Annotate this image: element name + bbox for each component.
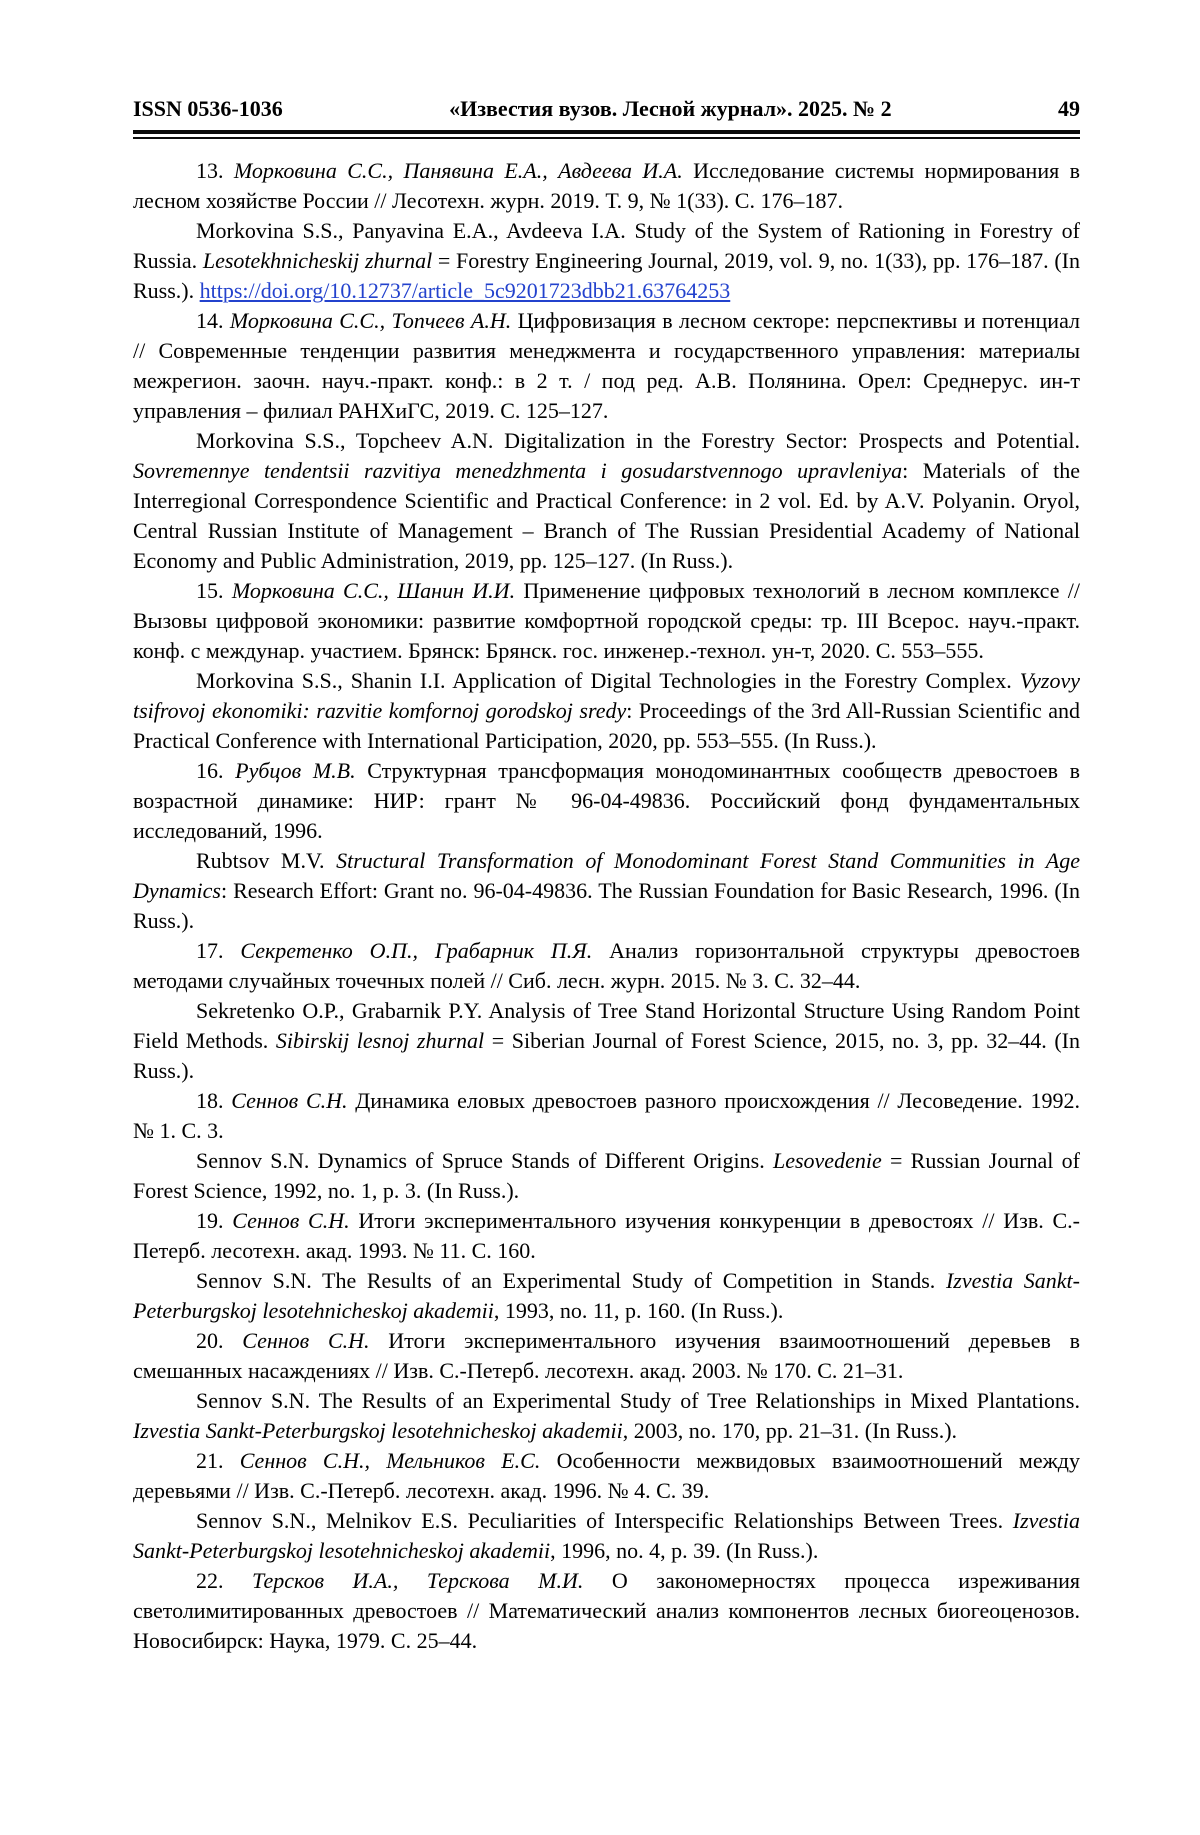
reference-segment: Итоги экспериментального изучения взаимоотношений деревьев в смешанных насаждениях // Изв. С.-Петерб. лесотехн. акад. 2003. № 170. С. 21–31. [133,1328,1081,1383]
reference-paragraph [133,1206,1080,1266]
reference-segment: Morkovina S.S., Shanin I.I. Application of Digital Technologies in the Forestry Complex. [196,668,1020,693]
journal-title: «Известия вузов. Лесной журнал». 2025. № 2 [449,96,892,121]
reference-paragraph [133,1326,1080,1386]
reference-segment: : Research Effort: Grant no. 96-04-49836. The Russian Foundation for Basic Research, 1996. (In Russ.). [133,878,1080,933]
reference-segment: 15. [196,578,232,603]
references-list [133,156,1080,1656]
reference-segment: Sennov S.N. Dynamics of Spruce Stands of Different Origins. [196,1148,773,1173]
reference-paragraph [133,1266,1080,1326]
reference-segment: 14. [196,308,230,333]
reference-segment: = Russian Journal of Forest Science, 1992, no. 1, p. 3. (In Russ.). [133,1148,1081,1203]
reference-segment: Исследование системы нормирования в лесном хозяйстве России // Лесотехн. журн. 2019. Т. 9, № 1(33). С. 176–187. [133,158,1080,213]
reference-paragraph [133,756,1080,846]
reference-segment: 22. [196,1568,253,1593]
reference-paragraph [133,576,1080,666]
page-content [133,96,1080,1656]
reference-paragraph [133,426,1080,576]
reference-segment-italic: Секретенко О.П., Грабарник П.Я. [240,938,610,963]
reference-segment: Цифровизация в лесном секторе: перспективы и потенциал // Современные тенденции развития менеджмента и государственного управления: материалы межрегион. заочн. науч.-практ. конф.: в 2 т. / под ред. А.В. Полянина. Орел: Среднерус. ин-т управления – филиал РАНХиГС, 2019. С. 125–127. [133,308,1081,423]
reference-paragraph [133,1566,1080,1656]
reference-paragraph [133,846,1080,936]
reference-segment-italic: Морковина С.С., Шанин И.И. [231,578,524,603]
reference-segment-italic: Рубцов М.В. [235,758,368,783]
reference-segment-italic: Сеннов С.Н. [242,1328,389,1353]
reference-segment: Особенности межвидовых взаимоотношений между деревьями // Изв. С.-Петерб. лесотехн. акад. 1996. № 4. С. 39. [133,1448,1080,1503]
doi-link[interactable]: https://doi.org/10.12737/article_5c9201723dbb21.63764253 [199,278,731,303]
reference-segment: Итоги экспериментального изучения конкуренции в древостоях // Изв. С.-Петерб. лесотехн. акад. 1993. № 11. С. 160. [133,1208,1081,1263]
reference-segment-italic: Морковина С.С., Топчеев А.Н. [229,308,518,333]
reference-paragraph [133,1506,1080,1566]
reference-paragraph [133,936,1080,996]
reference-segment-italic: Сеннов С.Н., Мельников Е.С. [239,1448,557,1473]
reference-segment: = Forestry Engineering Journal, 2019, vol. 9, no. 1(33), pp. 176–187. (In Russ.). [133,248,1080,303]
reference-segment: Применение цифровых технологий в лесном комплексе // Вызовы цифровой экономики: развитие комфортной городской среды: тр. III Всерос. науч.-практ. конф. с междунар. участием. Брянск: Брянск. гос. инженер.-технол. ун-т, 2020. С. 553–555. [133,578,1081,663]
reference-segment-italic: Терсков И.А., Терскова М.И. [252,1568,612,1593]
reference-segment: Sennov S.N., Melnikov E.S. Peculiarities of Interspecific Relationships Between Trees. [196,1508,1013,1533]
reference-paragraph [133,306,1080,426]
reference-segment: 21. [196,1448,240,1473]
reference-segment-italic: Сеннов С.Н. [232,1208,359,1233]
reference-segment: 18. [196,1088,232,1113]
reference-segment: Структурная трансформация монодоминантных сообществ древостоев в возрастной динамике: НИР: грант № 96-04-49836. Российский фонд фундаментальных исследований, 1996. [133,758,1080,843]
reference-paragraph [133,156,1080,216]
reference-segment: Sennov S.N. The Results of an Experimental Study of Tree Relationships in Mixed Plantations. [196,1388,1080,1413]
reference-segment-italic: Lesovedenie [772,1148,882,1173]
reference-segment: Sennov S.N. The Results of an Experimental Study of Competition in Stands. [196,1268,946,1293]
reference-paragraph [133,666,1080,756]
reference-segment-italic: Морковина С.С., Панявина Е.А., Авдеева И.А. [233,158,694,183]
reference-segment-italic: Sibirskij lesnoj zhurnal [275,1028,485,1053]
reference-paragraph [133,1446,1080,1506]
reference-paragraph [133,1086,1080,1146]
reference-segment: Sekretenko O.P., Grabarnik P.Y. Analysis of Tree Stand Horizontal Structure Using Random Point Field Methods. [133,998,1080,1053]
reference-segment: , 1993, no. 11, p. 160. (In Russ.). [493,1298,784,1323]
issn-label: ISSN 0536-1036 [133,96,283,121]
reference-segment: Rubtsov M.V. [196,848,337,873]
reference-segment: , 2003, no. 170, pp. 21–31. (In Russ.). [622,1418,958,1443]
reference-segment: 20. [196,1328,243,1353]
reference-segment-italic: Structural Transformation of Monodominant Forest Stand Communities in Age Dynamics [133,848,1080,903]
reference-segment: 16. [196,758,236,783]
reference-segment: Morkovina S.S., Panyavina E.A., Avdeeva I.A. Study of the System of Rationing in Forestry of Russia. [133,218,1080,273]
reference-segment: Анализ горизонтальной структуры древостоев методами случайных точечных полей // Сиб. лесн. журн. 2015. № 3. С. 32–44. [133,938,1080,993]
reference-paragraph [133,216,1080,306]
reference-segment: 19. [196,1208,233,1233]
running-header [133,96,1080,122]
reference-segment: Динамика еловых древостоев разного происхождения // Лесоведение. 1992. № 1. С. 3. [133,1088,1080,1143]
reference-segment: О закономерностях процесса изреживания светолимитированных древостоев // Математический анализ компонентов лесных биогеоценозов. Новосибирск: Наука, 1979. С. 25–44. [133,1568,1081,1653]
reference-segment-italic: Сеннов С.Н. [231,1088,356,1113]
reference-segment: Morkovina S.S., Topcheev A.N. Digitalization in the Forestry Sector: Prospects and Potential. [196,428,1080,453]
reference-segment-italic: Sovremennye tendentsii razvitiya menedzhmenta i gosudarstvennogo upravleniya [133,458,903,483]
reference-segment-italic: Vyzovy tsifrovoj ekonomiki: razvitie komfornoj gorodskoj sredy [133,668,1080,723]
reference-segment: : Proceedings of the 3rd All-Russian Scientific and Practical Conference with International Participation, 2020, pp. 553–555. (In Russ.). [133,698,1080,753]
page-number: 49 [1058,96,1080,121]
header-divider [133,130,1080,139]
reference-paragraph [133,1146,1080,1206]
reference-paragraph [133,996,1080,1086]
reference-segment-italic: Izvestia Sankt-Peterburgskoj lesotehnicheskoj akademii [133,1268,1080,1323]
reference-segment: , 1996, no. 4, p. 39. (In Russ.). [550,1538,819,1563]
reference-segment-italic: Izvestia Sankt-Peterburgskoj lesotehnicheskoj akademii [133,1508,1080,1563]
reference-segment: : Materials of the Interregional Correspondence Scientific and Practical Conference: in 2 vol. Ed. by A.V. Polyanin. Oryol, Central Russian Institute of Management – Branch of The Russian Presidential Academy of National Economy and Public Administration, 2019, pp. 125–127. (In Russ.). [133,458,1080,573]
reference-segment-italic: Lesotekhnicheskij zhurnal [202,248,433,273]
reference-segment: = Siberian Journal of Forest Science, 2015, no. 3, pp. 32–44. (In Russ.). [133,1028,1080,1083]
reference-paragraph [133,1386,1080,1446]
reference-segment: 13. [196,158,234,183]
reference-segment: 17. [196,938,241,963]
reference-segment-italic: Izvestia Sankt-Peterburgskoj lesotehnicheskoj akademii [133,1418,623,1443]
